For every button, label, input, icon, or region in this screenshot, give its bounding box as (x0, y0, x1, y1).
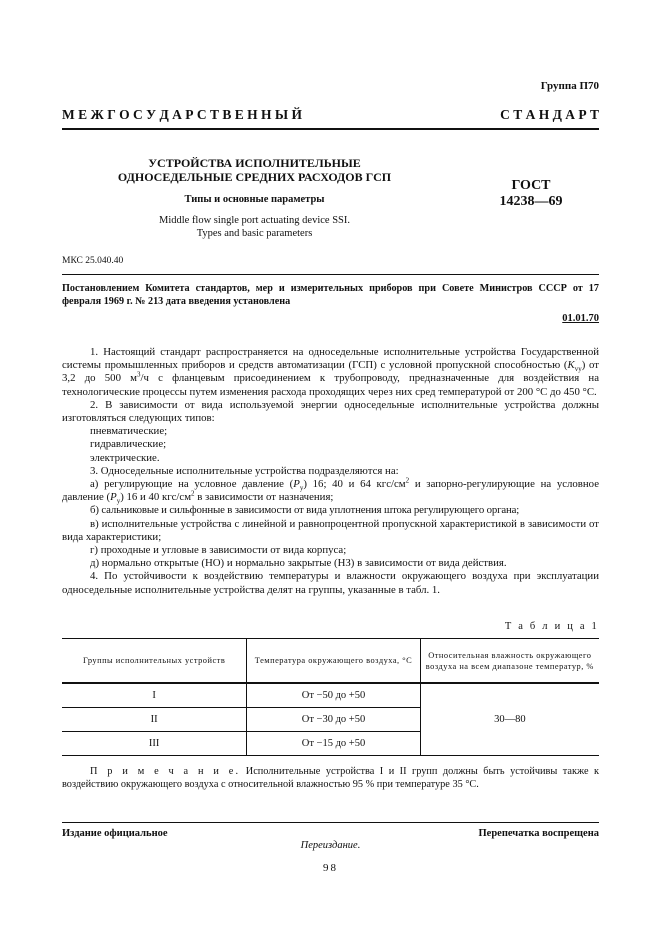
mks-code: МКС 25.040.40 (62, 256, 124, 266)
footer-rule (62, 822, 599, 823)
note-label: П р и м е ч а н и е. (90, 766, 241, 777)
paragraph-3d: г) проходные и угловые в зависимости от вида корпуса; (90, 544, 347, 557)
note-text: Исполнительные устройства I и II групп должны быть устойчивы также к воздействию окружающего воздуха с относительной влажностью 95 % при температуре 35 °C. (62, 766, 599, 791)
type-item-electric: электрические. (90, 451, 160, 464)
page-number: 98 (323, 862, 338, 874)
col-header-temperature: Температура окружающего воздуха, °C (247, 639, 420, 684)
decree-text: Постановлением Комитета стандартов, мер и измерительных приборов при Совете Министров СССР от 17 февраля 1969 г. № 213 дата введения установлена (62, 283, 599, 307)
reissue-note: Переиздание. (300, 840, 361, 851)
english-title-line-1: Middle flow single port actuating device SSI. (158, 215, 350, 226)
header-word-standard: С Т А Н Д А Р Т (500, 107, 599, 122)
table-1 (62, 638, 599, 756)
type-item-hydraulic: гидравлические; (90, 438, 167, 451)
title-line-1: УСТРОЙСТВА ИСПОЛНИТЕЛЬНЫЕ (148, 156, 361, 170)
cell-group: II (62, 708, 247, 732)
cell-temperature: От −50 до +50 (247, 683, 420, 708)
english-title (62, 214, 447, 240)
col-header-groups: Группы исполнительных устройств (62, 639, 247, 684)
effective-date: 01.01.70 (562, 313, 599, 324)
document-title (62, 156, 447, 184)
header-rule (62, 128, 599, 130)
gost-number (463, 178, 599, 210)
group-code: Группа П70 (540, 80, 599, 92)
table-header-row (62, 639, 599, 684)
reprint-prohibited: Перепечатка воспрещена (478, 828, 599, 839)
cell-humidity: 30—80 (494, 714, 526, 725)
type-item-pneumatic: пневматические; (90, 425, 168, 438)
gost-label: ГОСТ (511, 178, 551, 193)
title-block (62, 156, 447, 240)
cell-temperature: От −30 до +50 (247, 708, 420, 732)
col-header-humidity: Относительная влажность окружающего воздуха на всем диапазоне температур, % (420, 639, 599, 684)
gost-code: 14238—69 (499, 194, 563, 209)
cell-temperature: От −15 до +50 (247, 732, 420, 756)
paragraph-4: 4. По устойчивости к воздействию температуры и влажности окружающего воздуха при эксплуатации односедельные исполнительные устройства делят на группы, указанные в табл. 1. (62, 570, 599, 596)
official-edition: Издание официальное (62, 828, 168, 839)
document-body (62, 346, 599, 597)
cell-group: I (62, 683, 247, 708)
paragraph-3a: а) регулирующие на условное давление $(P_y)$ 16; 40 и 64 кгс/$см^2$ и запорно-регулирующие на условное давление $(P_y)$ 16 и 40 кгс/$см^2$ в зависимости от назначения; (62, 476, 599, 506)
paragraph-2: 2. В зависимости от вида используемой энергии односедельные исполнительные устройства должны изготовляться следующих типов: (62, 398, 599, 425)
english-title-line-2: Types and basic parameters (196, 228, 313, 239)
header-word-interstate: М Е Ж Г О С У Д А Р С Т В Е Н Н Ы Й (62, 107, 303, 122)
mks-rule (62, 274, 599, 275)
title-line-2: ОДНОСЕДЕЛЬНЫЕ СРЕДНИХ РАСХОДОВ ГСП (117, 170, 392, 184)
paragraph-3c: в) исполнительные устройства с линейной и равнопроцентной пропускной характеристикой в зависимости от вида характеристики; (62, 517, 599, 543)
table-caption: Т а б л и ц а 1 (504, 621, 599, 632)
cell-group: III (148, 738, 160, 749)
paragraph-3e: д) нормально открытые (НО) и нормально закрытые (НЗ) в зависимости от вида действия. (90, 557, 507, 570)
table-row (62, 683, 599, 708)
table-note (62, 765, 599, 791)
paragraph-3b: б) сальниковые и сильфонные в зависимости от вида уплотнения штока регулирующего органа; (90, 504, 520, 517)
paragraph-3: 3. Односедельные исполнительные устройства подразделяются на: (90, 464, 399, 477)
standard-header (62, 107, 599, 123)
paragraph-1: 1. Настоящий стандарт распространяется на односедельные исполнительные устройства Государственной системы промышленных приборов и средств автоматизации (ГСП) с условной пропускной способностью $(K_{vy})$ от 3,2 до 500 $м^3/ч$ с фланцевым присоединением к трубопроводу, предназначенные для воздействия на технологические процессы путем изменения расхода проходящих через них сред температурой от 200 °C до 450 °C. (62, 346, 599, 398)
document-subtitle: Типы и основные параметры (184, 194, 325, 205)
